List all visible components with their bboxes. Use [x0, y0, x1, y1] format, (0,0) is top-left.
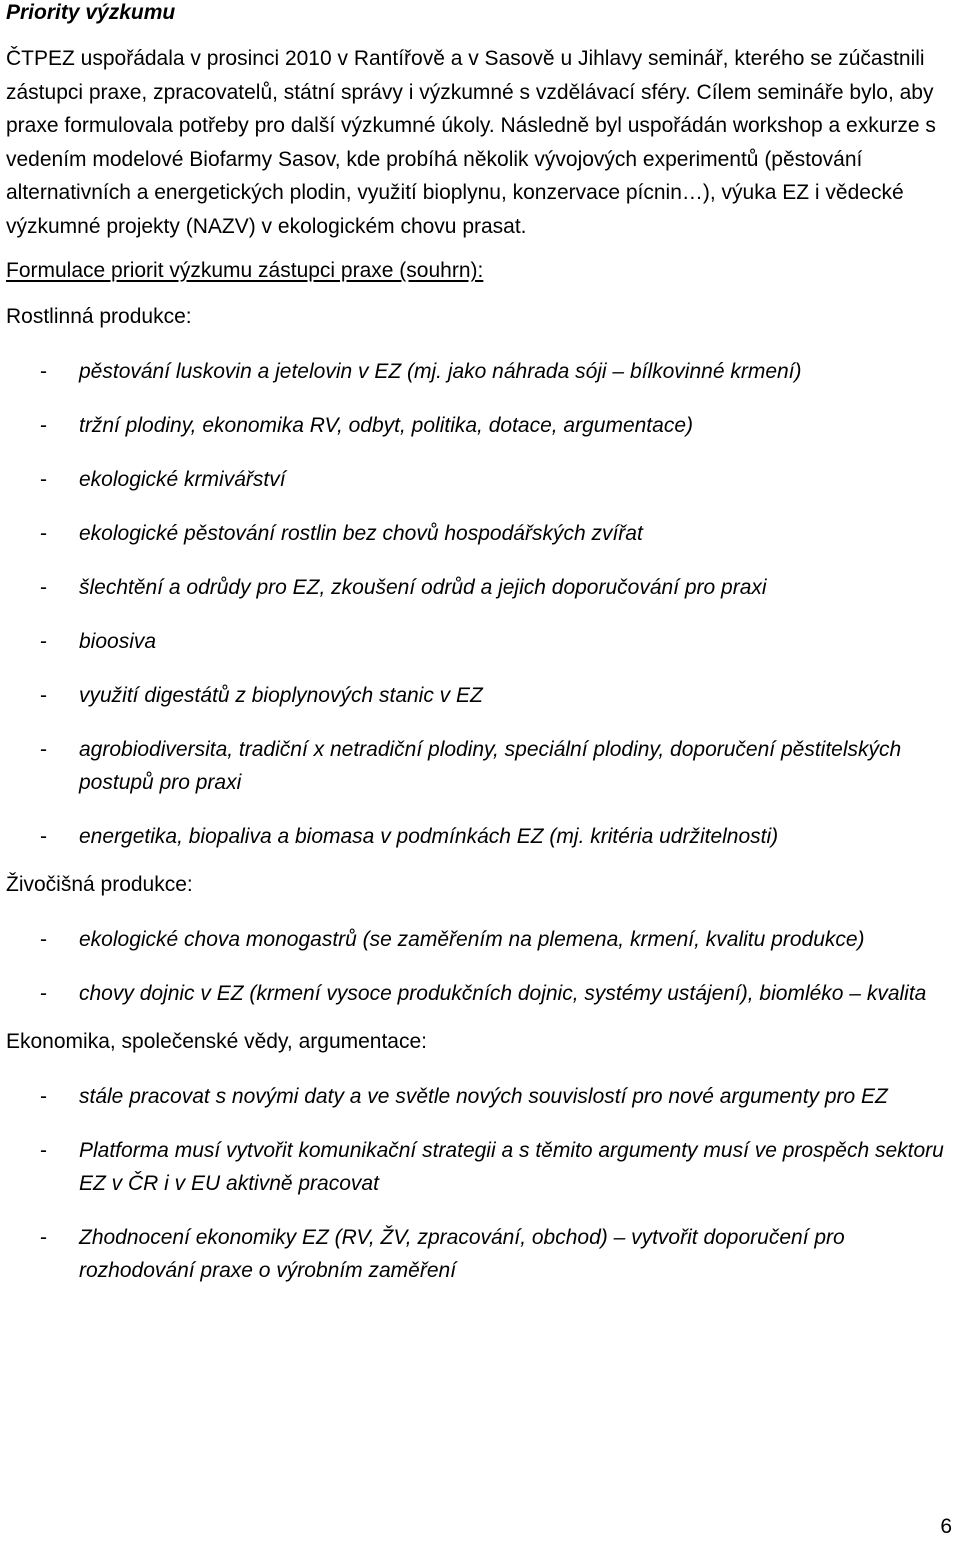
- document-page: [6, 0, 951, 1287]
- list-item: - Platforma musí vytvořit komunikační strategii a s těmito argumenty musí ve prospěch sektoru EZ v ČR i v EU aktivně pracovat: [6, 1134, 951, 1200]
- item-list: [6, 1080, 951, 1287]
- list-item: - ekologické chova monogastrů (se zaměřením na plemena, krmení, kvalitu produkce): [6, 923, 951, 956]
- list-item: - bioosiva: [6, 625, 951, 658]
- formulace-heading-text: Formulace priorit výzkumu zástupci praxe (souhrn):: [6, 259, 484, 282]
- section-heading: Ekonomika, společenské vědy, argumentace:: [6, 1030, 428, 1053]
- list-marker: -: [40, 1139, 47, 1162]
- section-heading: Rostlinná produkce:: [6, 305, 192, 328]
- list-marker: -: [40, 982, 47, 1005]
- list-marker: -: [40, 928, 47, 951]
- list-item: - ekologické krmivářství: [6, 463, 951, 496]
- list-item: - šlechtění a odrůdy pro EZ, zkoušení odrůd a jejich doporučování pro praxi: [6, 571, 951, 604]
- list-marker: -: [40, 468, 47, 491]
- list-item: - chovy dojnic v EZ (krmení vysoce produkčních dojnic, systémy ustájení), biomléko – kvalita: [6, 977, 951, 1010]
- list-item: - energetika, biopaliva a biomasa v podmínkách EZ (mj. kritéria udržitelnosti): [6, 820, 951, 853]
- list-item: - tržní plodiny, ekonomika RV, odbyt, politika, dotace, argumentace): [6, 409, 951, 442]
- list-item: - stále pracovat s novými daty a ve světle nových souvislostí pro nové argumenty pro EZ: [6, 1080, 951, 1113]
- list-marker: -: [40, 738, 47, 761]
- list-marker: -: [40, 522, 47, 545]
- list-marker: -: [40, 360, 47, 383]
- list-item: - ekologické pěstování rostlin bez chovů hospodářských zvířat: [6, 517, 951, 550]
- intro-paragraph: ČTPEZ uspořádala v prosinci 2010 v Rantířově a v Sasově u Jihlavy seminář, kterého se zúčastnili zástupci praxe, zpracovatelů, státní správy i výzkumné s vzdělávací sféry. Cílem semináře bylo, aby praxe formulovala potřeby pro další výzkumné úkoly. Následně byl uspořádán workshop a exkurze s vedením modelové Biofarmy Sasov, kde probíhá několik vývojových experimentů (pěstování alternativních a energetických plodin, využití bioplynu, konzervace pícnin…), výuka EZ i vědecké výzkumné projekty (NAZV) v ekologickém chovu prasat.: [6, 47, 936, 238]
- list-marker: -: [40, 630, 47, 653]
- section-zivocisna: [6, 871, 951, 1010]
- list-marker: -: [40, 414, 47, 437]
- list-marker: -: [40, 684, 47, 707]
- list-item: - využití digestátů z bioplynových stanic v EZ: [6, 679, 951, 712]
- list-item: - agrobiodiversita, tradiční x netradiční plodiny, speciální plodiny, doporučení pěstitelských postupů pro praxi: [6, 733, 951, 799]
- item-list: [6, 923, 951, 1010]
- item-list: [6, 355, 951, 853]
- list-item: - Zhodnocení ekonomiky EZ (RV, ŽV, zpracování, obchod) – vytvořit doporučení pro rozhodování praxe o výrobním zaměření: [6, 1221, 951, 1287]
- page-number: 6: [940, 1515, 952, 1538]
- formulace-heading: [6, 257, 951, 285]
- section-rostlinna: [6, 303, 951, 853]
- list-marker: -: [40, 825, 47, 848]
- list-marker: -: [40, 1226, 47, 1249]
- list-marker: -: [40, 1085, 47, 1108]
- section-ekonomika: [6, 1028, 951, 1287]
- page-title: Priority výzkumu: [6, 1, 176, 24]
- section-heading: Živočišná produkce:: [6, 873, 193, 896]
- list-marker: -: [40, 576, 47, 599]
- list-item: - pěstování luskovin a jetelovin v EZ (mj. jako náhrada sóji – bílkovinné krmení): [6, 355, 951, 388]
